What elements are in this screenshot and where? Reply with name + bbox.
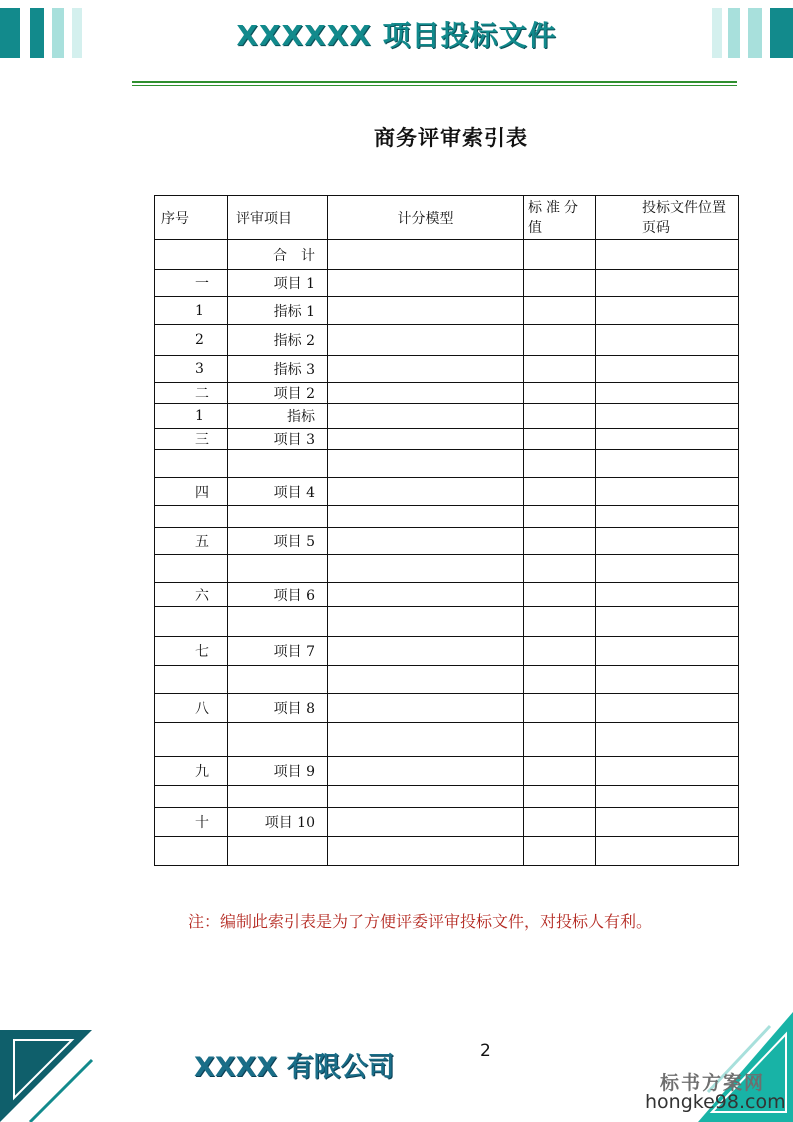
footer-corner-left-decoration xyxy=(0,1030,95,1122)
cell-item xyxy=(228,723,328,757)
table-row xyxy=(155,325,739,356)
table-row xyxy=(155,506,739,528)
table-row xyxy=(155,404,739,429)
table-row xyxy=(155,583,739,607)
cell-score xyxy=(524,270,596,297)
table-row xyxy=(155,528,739,555)
cell-page xyxy=(596,270,739,297)
cell-item: 项目 1 xyxy=(228,270,328,297)
watermark-site-name: 标书方案网 xyxy=(660,1072,766,1094)
cell-seq xyxy=(155,666,228,694)
cell-page xyxy=(596,666,739,694)
cell-score xyxy=(524,429,596,450)
table-row xyxy=(155,808,739,837)
note-text: 注：编制此索引表是为了方便评委评审投标文件，对投标人有利。 xyxy=(188,912,653,931)
cell-seq xyxy=(155,786,228,808)
cell-seq: 八 xyxy=(155,694,228,723)
table-row xyxy=(155,723,739,757)
review-index-table xyxy=(154,195,739,866)
table-row xyxy=(155,383,739,404)
cell-score xyxy=(524,607,596,637)
cell-score xyxy=(524,297,596,325)
cell-item: 指标 2 xyxy=(228,325,328,356)
cell-model xyxy=(328,694,524,723)
cell-model xyxy=(328,240,524,270)
cell-page xyxy=(596,478,739,506)
table-row xyxy=(155,786,739,808)
cell-page xyxy=(596,240,739,270)
cell-seq: 1 xyxy=(155,297,228,325)
table-row xyxy=(155,240,739,270)
cell-page xyxy=(596,404,739,429)
cell-item: 项目 4 xyxy=(228,478,328,506)
table-row xyxy=(155,555,739,583)
cell-item xyxy=(228,837,328,866)
cell-model xyxy=(328,356,524,383)
header-page: 投标文件位置页码 xyxy=(596,196,739,240)
cell-seq: 2 xyxy=(155,325,228,356)
table-row xyxy=(155,666,739,694)
cell-score xyxy=(524,478,596,506)
cell-item: 项目 9 xyxy=(228,757,328,786)
cell-item xyxy=(228,506,328,528)
cell-item: 项目 10 xyxy=(228,808,328,837)
cell-item: 合 计 xyxy=(228,240,328,270)
cell-score xyxy=(524,528,596,555)
header-score: 标准分值 xyxy=(524,196,596,240)
cell-model xyxy=(328,450,524,478)
cell-page xyxy=(596,757,739,786)
cell-page xyxy=(596,450,739,478)
cell-item: 指标 xyxy=(228,404,328,429)
cell-page xyxy=(596,506,739,528)
cell-model xyxy=(328,723,524,757)
table-row xyxy=(155,450,739,478)
cell-seq: 1 xyxy=(155,404,228,429)
cell-score xyxy=(524,555,596,583)
cell-seq xyxy=(155,450,228,478)
cell-seq: 七 xyxy=(155,637,228,666)
cell-page xyxy=(596,297,739,325)
cell-item: 项目 5 xyxy=(228,528,328,555)
cell-model xyxy=(328,325,524,356)
cell-seq xyxy=(155,240,228,270)
cell-item xyxy=(228,555,328,583)
cell-page xyxy=(596,694,739,723)
cell-page xyxy=(596,383,739,404)
header-rule xyxy=(132,81,737,83)
cell-item: 项目 2 xyxy=(228,383,328,404)
cell-page xyxy=(596,607,739,637)
cell-model xyxy=(328,555,524,583)
cell-page xyxy=(596,837,739,866)
cell-seq: 三 xyxy=(155,429,228,450)
cell-seq xyxy=(155,555,228,583)
cell-model xyxy=(328,383,524,404)
table-row xyxy=(155,837,739,866)
cell-seq xyxy=(155,723,228,757)
cell-page xyxy=(596,723,739,757)
page-number: 2 xyxy=(480,1041,491,1061)
cell-score xyxy=(524,325,596,356)
cell-page xyxy=(596,325,739,356)
cell-score xyxy=(524,666,596,694)
cell-score xyxy=(524,404,596,429)
cell-seq: 3 xyxy=(155,356,228,383)
cell-item: 指标 3 xyxy=(228,356,328,383)
cell-item xyxy=(228,666,328,694)
cell-seq: 六 xyxy=(155,583,228,607)
cell-score xyxy=(524,694,596,723)
cell-model xyxy=(328,837,524,866)
cell-item: 项目 8 xyxy=(228,694,328,723)
table-row xyxy=(155,429,739,450)
cell-score xyxy=(524,723,596,757)
cell-page xyxy=(596,808,739,837)
cell-seq: 四 xyxy=(155,478,228,506)
cell-item xyxy=(228,786,328,808)
header-title: XXXXXX 项目投标文件 xyxy=(236,19,557,52)
header-model: 计分模型 xyxy=(328,196,524,240)
header-seq: 序号 xyxy=(155,196,228,240)
table-row xyxy=(155,607,739,637)
cell-model xyxy=(328,270,524,297)
table-row xyxy=(155,694,739,723)
cell-page xyxy=(596,429,739,450)
cell-seq: 二 xyxy=(155,383,228,404)
cell-score xyxy=(524,837,596,866)
header-rule-thin xyxy=(132,85,737,86)
cell-seq: 五 xyxy=(155,528,228,555)
cell-score xyxy=(524,450,596,478)
cell-model xyxy=(328,297,524,325)
table-row xyxy=(155,270,739,297)
cell-item: 指标 1 xyxy=(228,297,328,325)
cell-item: 项目 3 xyxy=(228,429,328,450)
cell-item xyxy=(228,450,328,478)
cell-item: 项目 7 xyxy=(228,637,328,666)
header-item: 评审项目 xyxy=(228,196,328,240)
cell-score xyxy=(524,506,596,528)
table-row xyxy=(155,478,739,506)
table-header-row xyxy=(155,196,739,240)
table-row xyxy=(155,637,739,666)
document-title: 商务评审索引表 xyxy=(374,125,528,150)
cell-item: 项目 6 xyxy=(228,583,328,607)
cell-page xyxy=(596,637,739,666)
cell-model xyxy=(328,404,524,429)
cell-page xyxy=(596,356,739,383)
cell-seq xyxy=(155,607,228,637)
watermark-url[interactable]: hongke98.com xyxy=(645,1091,786,1113)
cell-model xyxy=(328,528,524,555)
cell-score xyxy=(524,356,596,383)
cell-model xyxy=(328,637,524,666)
cell-seq xyxy=(155,837,228,866)
cell-score xyxy=(524,786,596,808)
cell-score xyxy=(524,808,596,837)
table-row xyxy=(155,356,739,383)
cell-page xyxy=(596,786,739,808)
cell-seq xyxy=(155,506,228,528)
cell-seq: 十 xyxy=(155,808,228,837)
cell-score xyxy=(524,240,596,270)
cell-page xyxy=(596,555,739,583)
cell-model xyxy=(328,757,524,786)
cell-score xyxy=(524,757,596,786)
cell-model xyxy=(328,666,524,694)
cell-page xyxy=(596,583,739,607)
cell-score xyxy=(524,383,596,404)
cell-score xyxy=(524,583,596,607)
table-row xyxy=(155,297,739,325)
cell-model xyxy=(328,786,524,808)
cell-model xyxy=(328,583,524,607)
cell-model xyxy=(328,607,524,637)
cell-model xyxy=(328,429,524,450)
table-row xyxy=(155,757,739,786)
cell-model xyxy=(328,506,524,528)
cell-seq: 一 xyxy=(155,270,228,297)
cell-score xyxy=(524,637,596,666)
cell-model xyxy=(328,478,524,506)
cell-seq: 九 xyxy=(155,757,228,786)
company-name: XXXX 有限公司 xyxy=(194,1052,395,1083)
cell-page xyxy=(596,528,739,555)
cell-item xyxy=(228,607,328,637)
cell-model xyxy=(328,808,524,837)
